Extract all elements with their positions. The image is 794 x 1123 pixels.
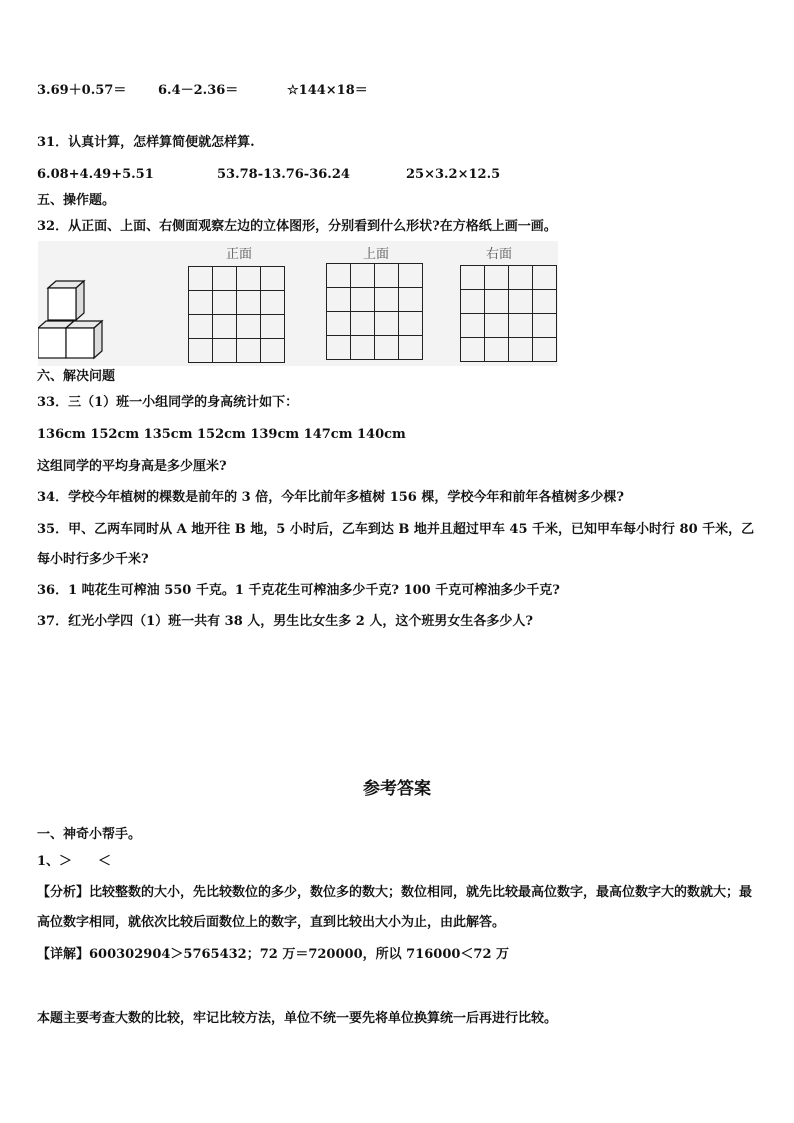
- label-front-view: 正面: [226, 247, 253, 262]
- question-33: 33．三（1）班一小组同学的身高统计如下：: [37, 395, 299, 410]
- question-36: 36．1 吨花生可榨油 550 千克。1 千克花生可榨油多少千克? 100 千克可榨油多少千克?: [37, 583, 560, 598]
- q33-heights: 136cm 152cm 135cm 152cm 139cm 147cm 140cm: [37, 427, 406, 442]
- answer-detail: 【详解】600302904＞5765432；72 万＝720000，所以 716000＜72 万: [37, 947, 510, 962]
- answer-analysis: 【分析】比较整数的大小，先比较数位的多少，数位多的数大；数位相同，就先比较最高位数字，最高位数字大的数就大；最高位数字相同，就依次比较后面数位上的数字，直到比较出大小为止，由此解答。: [37, 885, 753, 930]
- q31-expr-2: 53.78-13.76-36.24: [217, 167, 350, 182]
- calc-expr-2: 6.4－2.36＝: [158, 83, 239, 98]
- figure-3d-views: [38, 241, 558, 366]
- label-right-view: 右面: [486, 247, 513, 262]
- question-32: 32．从正面、上面、右侧面观察左边的立体图形，分别看到什么形状?在方格纸上画一画。: [37, 219, 557, 234]
- q33-question: 这组同学的平均身高是多少厘米?: [37, 459, 227, 474]
- grid-front-view: [188, 266, 285, 363]
- section-5-heading: 五、操作题。: [37, 193, 116, 208]
- q31-expr-3: 25×3.2×12.5: [406, 167, 501, 182]
- answers-title: 参考答案: [363, 779, 431, 799]
- label-top-view: 上面: [363, 247, 390, 262]
- section-6-heading: 六、解决问题: [37, 369, 116, 384]
- grid-top-view: [326, 263, 423, 360]
- cube-solid-figure: [38, 276, 118, 366]
- calc-expr-1: 3.69＋0.57＝: [37, 83, 127, 98]
- question-31: 31．认真计算，怎样算简便就怎样算.: [37, 135, 255, 150]
- question-37: 37．红光小学四（1）班一共有 38 人，男生比女生多 2 人，这个班男女生各多少人?: [37, 614, 533, 629]
- answer-summary: 本题主要考查大数的比较，牢记比较方法，单位不统一要先将单位换算统一后再进行比较。: [37, 1011, 558, 1026]
- question-35: 35．甲、乙两车同时从 A 地开往 B 地，5 小时后，乙车到达 B 地并且超过甲车 45 千米，已知甲车每小时行 80 千米，乙每小时行多少千米?: [37, 522, 755, 567]
- question-34: 34．学校今年植树的棵数是前年的 3 倍，今年比前年多植树 156 棵，学校今年和前年各植树多少棵?: [37, 490, 624, 505]
- calc-expr-3: ☆144×18＝: [287, 83, 368, 98]
- grid-right-view: [460, 265, 557, 362]
- answer-1: 1、＞ ＜: [37, 854, 112, 869]
- q31-expr-1: 6.08+4.49+5.51: [37, 167, 154, 182]
- answers-section-1: 一、神奇小帮手。: [37, 827, 142, 842]
